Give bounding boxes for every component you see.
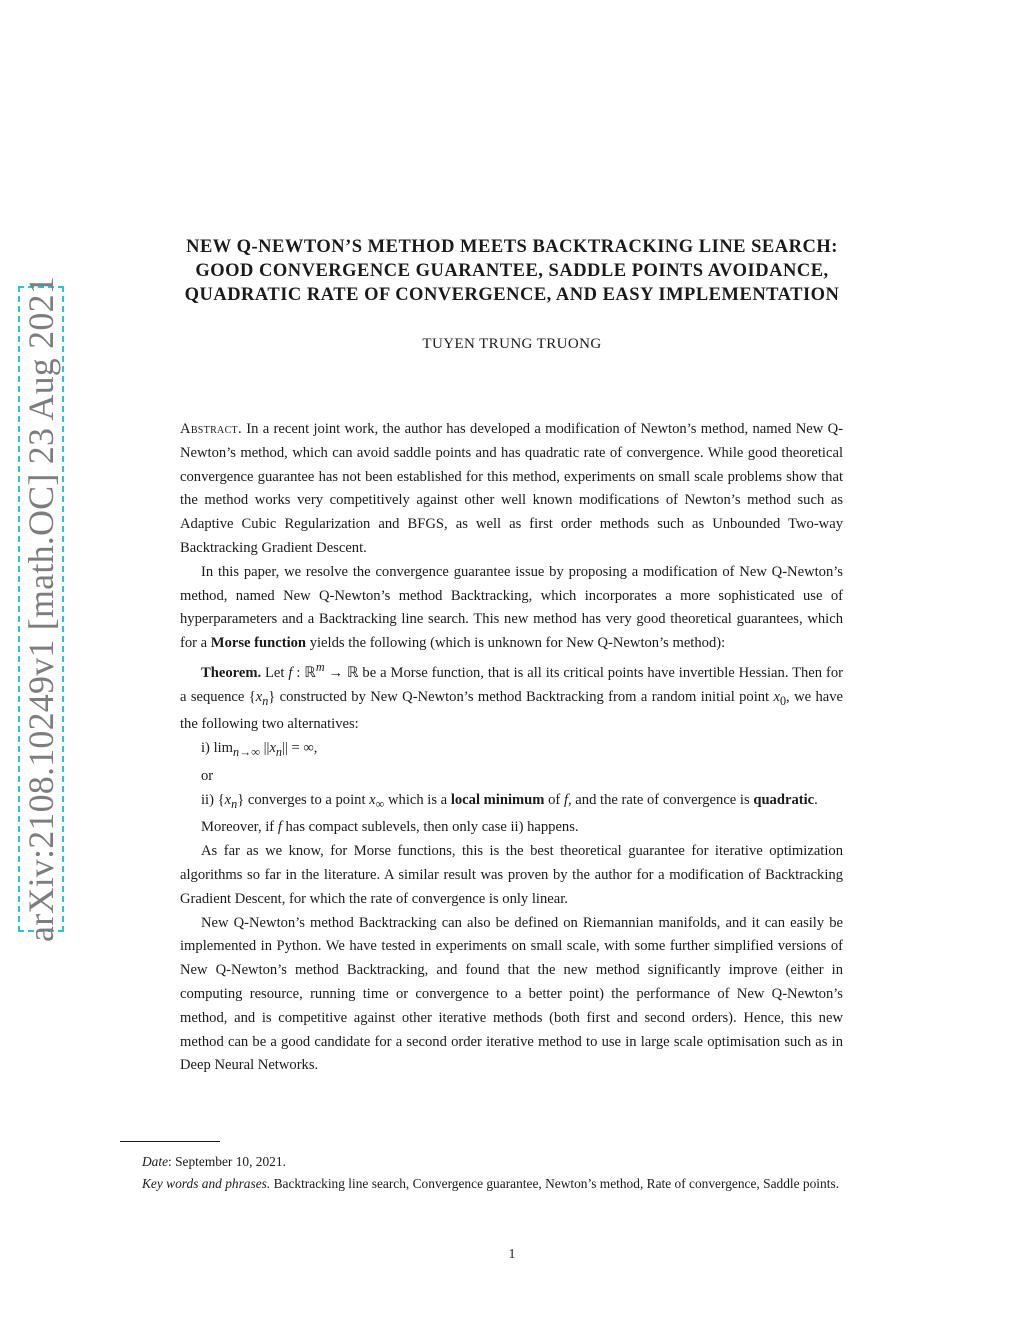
arxiv-stamp (18, 276, 64, 942)
theorem-case-1: i) $\lim_{n\to\infty} ||x_n||$ = ∞, (201, 740, 318, 760)
abstract-paragraph-1: Abstract. In a recent joint work, the author has developed a modification of Newton’s method, named New Q-Newton’s method, which can avoid saddle points and has quadratic rate of convergence. While good theoretical convergence guarantee has not been established for this method, experiments on small scale problems show that the method works very competitively against other well known modifications of Newton’s method such as Adaptive Cubic Regularization and BFGS, as well as first order methods such as Unbounded Two-way Backtracking Gradient Descent. (180, 421, 843, 556)
title-line-2: GOOD CONVERGENCE GUARANTEE, SADDLE POINTS AVOIDANCE, (195, 261, 829, 281)
theorem-or: or (201, 767, 214, 784)
footnote-date: Date: September 10, 2021. (142, 1154, 286, 1169)
footnote-rule (120, 1141, 220, 1142)
page-number: 1 (508, 1246, 516, 1261)
abstract-paragraph-3: Moreover, if f has compact sublevels, then only case ii) happens. (201, 819, 579, 836)
theorem-label: Theorem. (201, 664, 262, 681)
abstract-label: Abstract. (180, 421, 242, 437)
footnote-keywords: Key words and phrases. Backtracking line search, Convergence guarantee, Newton’s method, Rate of convergence, Saddle points. (142, 1176, 840, 1191)
theorem-statement: Theorem. Let f : ℝ$^m$ → ℝ be a Morse function, that is all its critical points have invertible Hessian. Then for a sequence $\{x_n\}$ constructed by New Q-Newton’s method Backtracking from a random initial point $x_0$, we have the following two alternatives: (180, 659, 843, 733)
title-line-1: NEW Q-NEWTON’S METHOD MEETS BACKTRACKING LINE SEARCH: (186, 237, 838, 257)
footnotes (120, 1151, 904, 1195)
abstract-paragraph-4: As far as we know, for Morse functions, this is the best theoretical guarantee for iterative optimization algorithms so far in the literature. A similar result was proven by the author for a modification of Backtracking Gradient Descent, for which the rate of convergence is only linear. (180, 843, 843, 907)
abstract (180, 418, 843, 1078)
title-line-3: QUADRATIC RATE OF CONVERGENCE, AND EASY IMPLEMENTATION (184, 285, 840, 305)
theorem-case-2: ii) $\{x_n\}$ converges to a point $x_\infty$ which is a local minimum of f, and the rate of convergence is quadratic. (201, 791, 818, 811)
abstract-paragraph-2: In this paper, we resolve the convergence guarantee issue by proposing a modification of New Q-Newton’s method, named New Q-Newton’s method Backtracking, which incorporates a more sophisticated use of hyperparameters and a Backtracking line search. This new method has very good theoretical guarantees, which for a Morse function yields the following (which is unknown for New Q-Newton’s method): (180, 563, 843, 652)
abstract-paragraph-5: New Q-Newton’s method Backtracking can also be defined on Riemannian manifolds, and it can easily be implemented in Python. We have tested in experiments on small scale, with some further simplified versions of New Q-Newton’s method Backtracking, and found that the new method significantly improve (either in computing resource, running time or convergence to a better point) the performance of New Q-Newton’s method, and is competitive against other iterative methods (both first and second orders). Hence, this new method can be a good candidate for a second order iterative method to use in large scale optimisation such as in Deep Neural Networks. (180, 914, 843, 1074)
arxiv-identifier: arXiv:2108.10249v1 [math.OC] 23 Aug 2021 (21, 276, 61, 942)
author-name: TUYEN TRUNG TRUONG (422, 336, 602, 352)
paper-title (120, 235, 904, 307)
